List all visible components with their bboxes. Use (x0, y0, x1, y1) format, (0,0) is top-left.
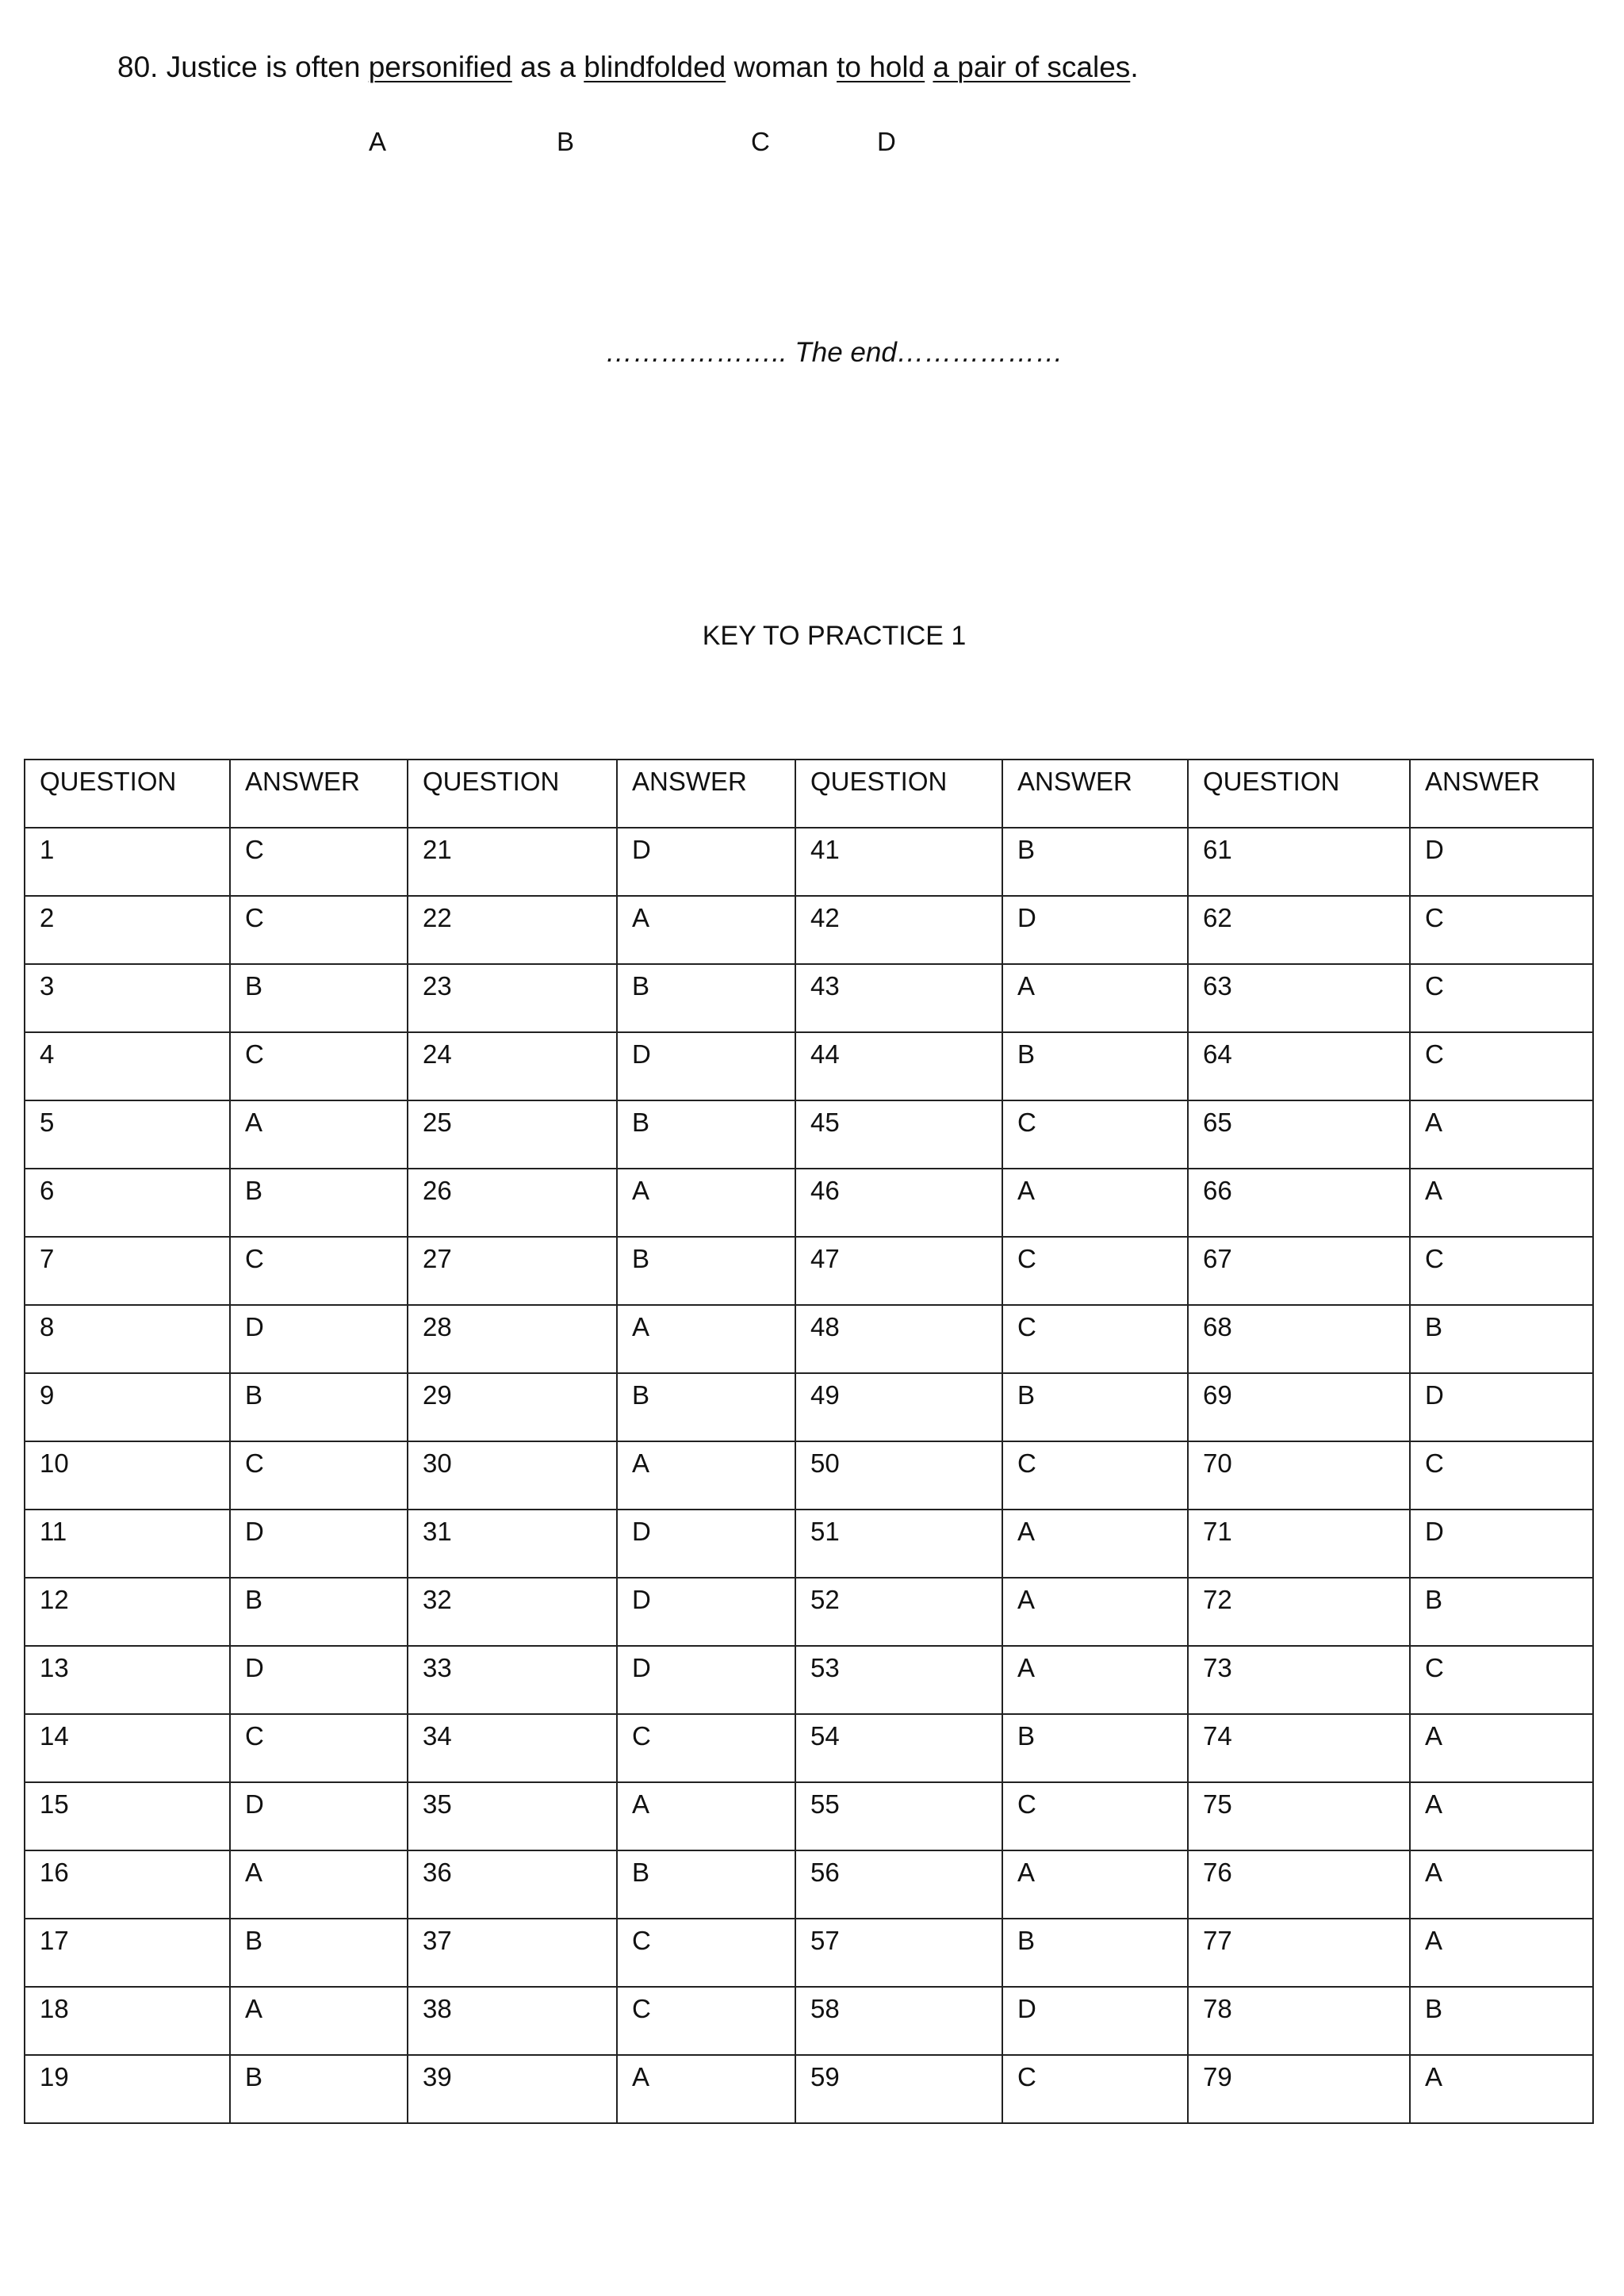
answer-key-table (24, 759, 1594, 2124)
question-number-cell: 47 (795, 1237, 1002, 1305)
answer-cell: A (1410, 2055, 1593, 2123)
answer-cell: C (1410, 896, 1593, 964)
question-number-cell: 8 (25, 1305, 230, 1373)
question-number-cell: 42 (795, 896, 1002, 964)
answer-cell: C (1410, 1646, 1593, 1714)
answer-cell: B (230, 1169, 408, 1237)
question-number-cell: 70 (1188, 1441, 1410, 1510)
answer-cell: C (230, 896, 408, 964)
answer-cell: C (617, 1919, 795, 1987)
answer-cell: C (1002, 1305, 1188, 1373)
question-number-cell: 32 (408, 1578, 617, 1646)
answer-cell: A (1002, 964, 1188, 1032)
question-number-cell: 26 (408, 1169, 617, 1237)
question-number-cell: 44 (795, 1032, 1002, 1100)
question-number-cell: 6 (25, 1169, 230, 1237)
answer-cell: C (617, 1714, 795, 1782)
table-row (25, 1305, 1593, 1373)
question-number-cell: 59 (795, 2055, 1002, 2123)
answer-cell: C (1002, 1237, 1188, 1305)
end-line: ……………….. The end……………… (605, 337, 1063, 368)
answer-cell: A (617, 1782, 795, 1850)
question-text-1: Justice is often (166, 51, 361, 83)
answer-cell: A (617, 2055, 795, 2123)
question-number-cell: 27 (408, 1237, 617, 1305)
header-question: QUESTION (408, 760, 617, 828)
question-number-cell: 23 (408, 964, 617, 1032)
answer-cell: B (1002, 1714, 1188, 1782)
answer-cell: C (1410, 1032, 1593, 1100)
question-number-cell: 36 (408, 1850, 617, 1919)
question-number-cell: 1 (25, 828, 230, 896)
answer-cell: A (617, 896, 795, 964)
answer-cell: B (1410, 1578, 1593, 1646)
question-number-cell: 22 (408, 896, 617, 964)
question-number-cell: 54 (795, 1714, 1002, 1782)
answer-cell: D (230, 1305, 408, 1373)
answer-cell: B (1410, 1987, 1593, 2055)
table-row (25, 1919, 1593, 1987)
question-number-cell: 53 (795, 1646, 1002, 1714)
table-row (25, 1850, 1593, 1919)
header-answer: ANSWER (230, 760, 408, 828)
question-number-cell: 69 (1188, 1373, 1410, 1441)
question-number-cell: 13 (25, 1646, 230, 1714)
question-number-cell: 63 (1188, 964, 1410, 1032)
answer-cell: B (230, 1373, 408, 1441)
question-number-cell: 9 (25, 1373, 230, 1441)
answer-cell: C (230, 1237, 408, 1305)
question-number-cell: 5 (25, 1100, 230, 1169)
answer-cell: C (1410, 964, 1593, 1032)
question-number-cell: 58 (795, 1987, 1002, 2055)
question-number-cell: 56 (795, 1850, 1002, 1919)
answer-cell: C (617, 1987, 795, 2055)
table-row (25, 1373, 1593, 1441)
question-number-cell: 14 (25, 1714, 230, 1782)
question-number-cell: 73 (1188, 1646, 1410, 1714)
question-number-cell: 61 (1188, 828, 1410, 896)
answer-cell: C (230, 1032, 408, 1100)
question-number-cell: 76 (1188, 1850, 1410, 1919)
answer-cell: C (1002, 2055, 1188, 2123)
question-number-cell: 79 (1188, 2055, 1410, 2123)
question-number-cell: 52 (795, 1578, 1002, 1646)
answer-cell: B (617, 964, 795, 1032)
answer-cell: A (230, 1987, 408, 2055)
question-number-cell: 49 (795, 1373, 1002, 1441)
answer-cell: B (1002, 1919, 1188, 1987)
answer-cell: C (230, 1441, 408, 1510)
answer-cell: A (617, 1441, 795, 1510)
header-answer: ANSWER (617, 760, 795, 828)
answer-cell: B (230, 2055, 408, 2123)
question-number-cell: 48 (795, 1305, 1002, 1373)
option-letter-c: C (751, 127, 770, 156)
question-number-cell: 17 (25, 1919, 230, 1987)
answer-cell: A (617, 1305, 795, 1373)
table-row (25, 1441, 1593, 1510)
question-number-cell: 37 (408, 1919, 617, 1987)
question-number-cell: 33 (408, 1646, 617, 1714)
question-number-cell: 25 (408, 1100, 617, 1169)
answer-cell: D (617, 1646, 795, 1714)
option-letter-b: B (557, 127, 575, 156)
question-number-cell: 74 (1188, 1714, 1410, 1782)
question-number-cell: 62 (1188, 896, 1410, 964)
option-letter-d: D (877, 127, 896, 156)
question-number-cell: 45 (795, 1100, 1002, 1169)
question-number-cell: 50 (795, 1441, 1002, 1510)
question-number-cell: 77 (1188, 1919, 1410, 1987)
answer-cell: A (230, 1100, 408, 1169)
question-number-cell: 65 (1188, 1100, 1410, 1169)
question-number-cell: 78 (1188, 1987, 1410, 2055)
answer-cell: C (1410, 1441, 1593, 1510)
answer-cell: D (617, 1032, 795, 1100)
question-text-4: . (1130, 51, 1139, 83)
table-row (25, 1100, 1593, 1169)
answer-cell: D (230, 1510, 408, 1578)
table-row (25, 1987, 1593, 2055)
question-number-cell: 4 (25, 1032, 230, 1100)
question-number-cell: 10 (25, 1441, 230, 1510)
table-row (25, 2055, 1593, 2123)
question-number-cell: 21 (408, 828, 617, 896)
answer-cell: B (230, 964, 408, 1032)
question-number: 80. (117, 51, 159, 83)
underlined-option-b: blindfolded (584, 51, 726, 83)
answer-cell: A (1002, 1510, 1188, 1578)
answer-cell: C (1410, 1237, 1593, 1305)
question-number-cell: 11 (25, 1510, 230, 1578)
question-number-cell: 64 (1188, 1032, 1410, 1100)
question-number-cell: 43 (795, 964, 1002, 1032)
table-header-row (25, 760, 1593, 828)
answer-cell: B (617, 1850, 795, 1919)
question-number-cell: 38 (408, 1987, 617, 2055)
question-number-cell: 35 (408, 1782, 617, 1850)
table-row (25, 1032, 1593, 1100)
question-number-cell: 66 (1188, 1169, 1410, 1237)
header-question: QUESTION (795, 760, 1002, 828)
question-number-cell: 34 (408, 1714, 617, 1782)
question-number-cell: 15 (25, 1782, 230, 1850)
table-body (25, 828, 1593, 2123)
answer-cell: D (617, 828, 795, 896)
header-answer: ANSWER (1410, 760, 1593, 828)
answer-cell: A (1410, 1919, 1593, 1987)
question-number-cell: 24 (408, 1032, 617, 1100)
table-row (25, 1714, 1593, 1782)
answer-cell: A (1002, 1169, 1188, 1237)
option-letter-a: A (369, 127, 387, 156)
answer-cell: B (617, 1100, 795, 1169)
answer-cell: A (1410, 1714, 1593, 1782)
table-row (25, 896, 1593, 964)
header-question: QUESTION (1188, 760, 1410, 828)
key-title: KEY TO PRACTICE 1 (702, 621, 967, 651)
answer-cell: C (1002, 1782, 1188, 1850)
answer-cell: C (230, 1714, 408, 1782)
answer-cell: A (1002, 1850, 1188, 1919)
table-row (25, 1646, 1593, 1714)
answer-cell: B (1002, 828, 1188, 896)
answer-cell: A (617, 1169, 795, 1237)
question-number-cell: 67 (1188, 1237, 1410, 1305)
answer-cell: D (617, 1578, 795, 1646)
answer-cell: D (1410, 828, 1593, 896)
answer-cell: B (617, 1237, 795, 1305)
answer-cell: B (1410, 1305, 1593, 1373)
answer-cell: A (1410, 1782, 1593, 1850)
underlined-option-d: a pair of scales (933, 51, 1131, 83)
answer-cell: D (1410, 1510, 1593, 1578)
question-number-cell: 75 (1188, 1782, 1410, 1850)
question-text-2: as a (520, 51, 576, 83)
question-number-cell: 31 (408, 1510, 617, 1578)
table-row (25, 1510, 1593, 1578)
answer-cell: C (230, 828, 408, 896)
answer-cell: A (230, 1850, 408, 1919)
question-number-cell: 55 (795, 1782, 1002, 1850)
question-number-cell: 68 (1188, 1305, 1410, 1373)
question-number-cell: 2 (25, 896, 230, 964)
answer-cell: B (617, 1373, 795, 1441)
answer-cell: C (1002, 1441, 1188, 1510)
table-row (25, 964, 1593, 1032)
question-number-cell: 57 (795, 1919, 1002, 1987)
answer-cell: C (1002, 1100, 1188, 1169)
question-number-cell: 19 (25, 2055, 230, 2123)
table-row (25, 1578, 1593, 1646)
answer-cell: A (1410, 1100, 1593, 1169)
question-number-cell: 39 (408, 2055, 617, 2123)
table-row (25, 1237, 1593, 1305)
answer-cell: B (1002, 1373, 1188, 1441)
answer-cell: D (230, 1646, 408, 1714)
answer-cell: D (230, 1782, 408, 1850)
answer-cell: A (1002, 1646, 1188, 1714)
question-number-cell: 72 (1188, 1578, 1410, 1646)
answer-cell: A (1410, 1850, 1593, 1919)
question-text-3: woman (733, 51, 829, 83)
question-number-cell: 16 (25, 1850, 230, 1919)
answer-cell: A (1002, 1578, 1188, 1646)
table-row (25, 1169, 1593, 1237)
underlined-option-c: to hold (837, 51, 925, 83)
question-number-cell: 46 (795, 1169, 1002, 1237)
question-number-cell: 28 (408, 1305, 617, 1373)
table-row (25, 1782, 1593, 1850)
answer-cell: D (617, 1510, 795, 1578)
header-question: QUESTION (25, 760, 230, 828)
question-number-cell: 7 (25, 1237, 230, 1305)
question-number-cell: 41 (795, 828, 1002, 896)
answer-cell: D (1410, 1373, 1593, 1441)
answer-cell: A (1410, 1169, 1593, 1237)
underlined-option-a: personified (368, 51, 512, 83)
header-answer: ANSWER (1002, 760, 1188, 828)
question-number-cell: 18 (25, 1987, 230, 2055)
question-number-cell: 30 (408, 1441, 617, 1510)
answer-cell: B (230, 1578, 408, 1646)
answer-cell: B (1002, 1032, 1188, 1100)
table-row (25, 828, 1593, 896)
question-80 (117, 51, 1139, 84)
question-number-cell: 51 (795, 1510, 1002, 1578)
answer-cell: B (230, 1919, 408, 1987)
question-number-cell: 12 (25, 1578, 230, 1646)
question-number-cell: 3 (25, 964, 230, 1032)
question-number-cell: 29 (408, 1373, 617, 1441)
answer-cell: D (1002, 1987, 1188, 2055)
question-number-cell: 71 (1188, 1510, 1410, 1578)
answer-cell: D (1002, 896, 1188, 964)
